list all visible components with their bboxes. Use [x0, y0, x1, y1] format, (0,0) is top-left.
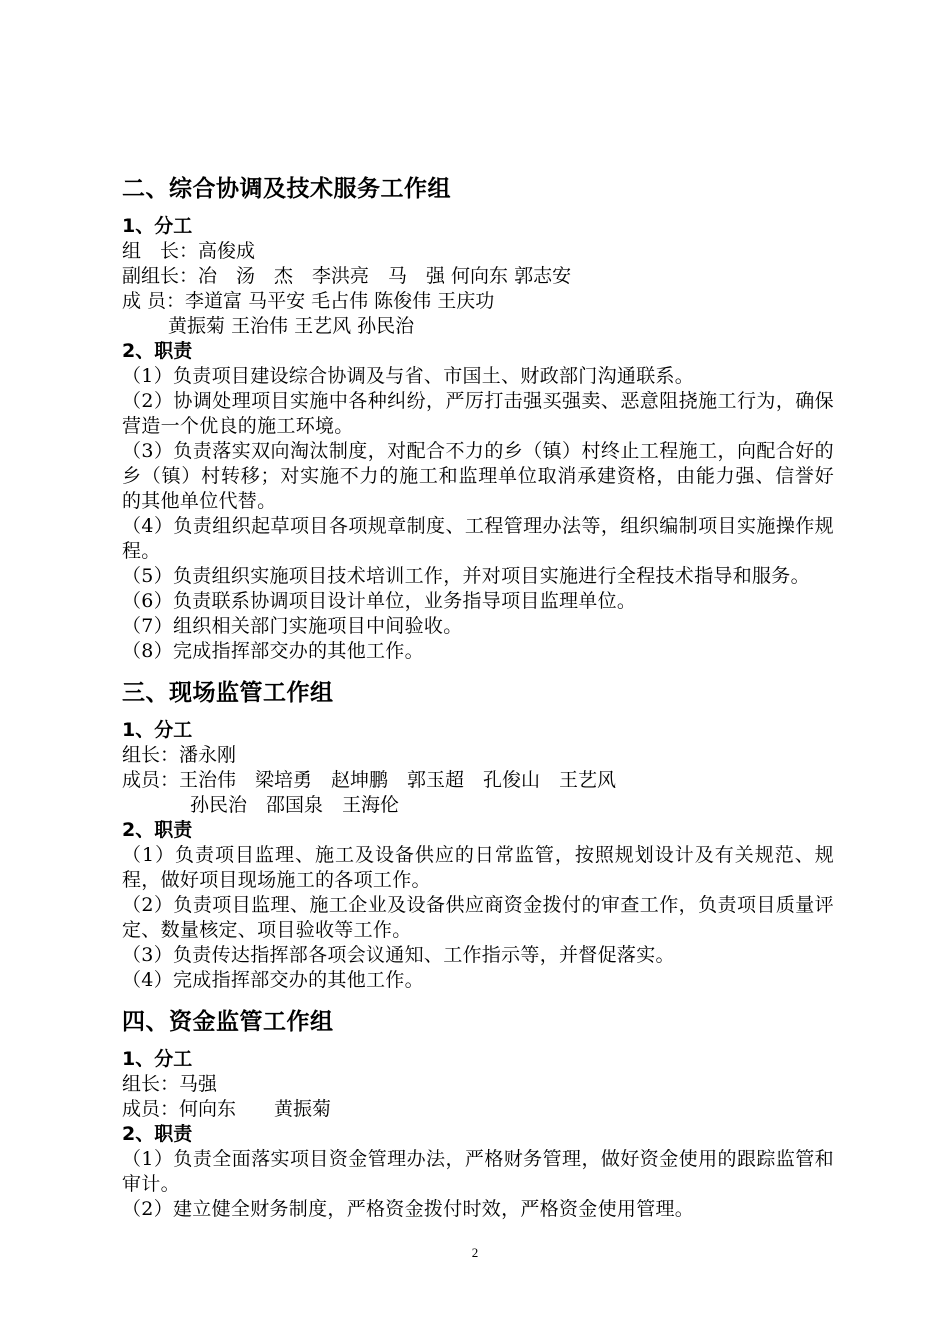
duty-item: （2）建立健全财务制度，严格资金拨付时效，严格资金使用管理。: [122, 1198, 695, 1220]
subsection-heading: 2、职责: [122, 819, 193, 841]
subsection-heading: 2、职责: [122, 1123, 193, 1145]
duty-item: （4）完成指挥部交办的其他工作。: [122, 969, 424, 991]
duty-item: （2）负责项目监理、施工企业及设备供应商资金拨付的审查工作，负责项目质量评定、数量核定、项目验收等工作。: [122, 894, 834, 941]
members-line-continued: 孙民治 邵国泉 王海伦: [190, 794, 400, 816]
page-number: 2: [471, 1245, 479, 1260]
members-line: 成员：王治伟 梁培勇 赵坤鹏 郭玉超 孔俊山 王艺风: [122, 769, 617, 791]
duty-item: （3）负责落实双向淘汰制度，对配合不力的乡（镇）村终止工程施工，向配合好的乡（镇）村转移；对实施不力的施工和监理单位取消承建资格，由能力强、信誉好的其他单位代替。: [122, 440, 834, 512]
duty-item: （5）负责组织实施项目技术培训工作，并对项目实施进行全程技术指导和服务。: [122, 565, 810, 587]
leader-line: 组长：潘永刚: [122, 744, 237, 766]
subsection-heading: 1、分工: [122, 215, 193, 237]
leader-line: 组长：马强: [122, 1073, 218, 1095]
section-heading: 二、综合协调及技术服务工作组: [122, 176, 451, 202]
members-line-continued: 黄振菊 王治伟 王艺风 孙民治: [168, 315, 415, 337]
duty-item: （1）负责全面落实项目资金管理办法，严格财务管理，做好资金使用的跟踪监管和审计。: [122, 1148, 834, 1195]
section-heading: 三、现场监管工作组: [122, 680, 334, 706]
duty-item: （8）完成指挥部交办的其他工作。: [122, 640, 424, 662]
subsection-heading: 1、分工: [122, 719, 193, 741]
duty-item: （1）负责项目监理、施工及设备供应的日常监管，按照规划设计及有关规范、规程，做好项目现场施工的各项工作。: [122, 844, 834, 891]
leader-line: 组 长：高俊成: [122, 240, 256, 262]
duty-item: （1）负责项目建设综合协调及与省、市国土、财政部门沟通联系。: [122, 365, 695, 387]
duty-item: （2）协调处理项目实施中各种纠纷，严厉打击强买强卖、恶意阻挠施工行为，确保营造一个优良的施工环境。: [122, 390, 834, 437]
duty-item: （6）负责联系协调项目设计单位，业务指导项目监理单位。: [122, 590, 637, 612]
duty-item: （3）负责传达指挥部各项会议通知、工作指示等，并督促落实。: [122, 944, 675, 966]
deputy-line: 副组长：冶 汤 杰 李洪亮 马 强 何向东 郭志安: [122, 265, 572, 287]
members-line: 成员：何向东 黄振菊: [122, 1098, 332, 1120]
section-heading: 四、资金监管工作组: [122, 1009, 334, 1035]
duty-item: （4）负责组织起草项目各项规章制度、工程管理办法等，组织编制项目实施操作规程。: [122, 515, 834, 562]
subsection-heading: 1、分工: [122, 1048, 193, 1070]
subsection-heading: 2、职责: [122, 340, 193, 362]
members-line: 成 员：李道富 马平安 毛占伟 陈俊伟 王庆功: [122, 290, 495, 312]
page-content: [122, 172, 834, 1222]
duty-item: （7）组织相关部门实施项目中间验收。: [122, 615, 463, 637]
